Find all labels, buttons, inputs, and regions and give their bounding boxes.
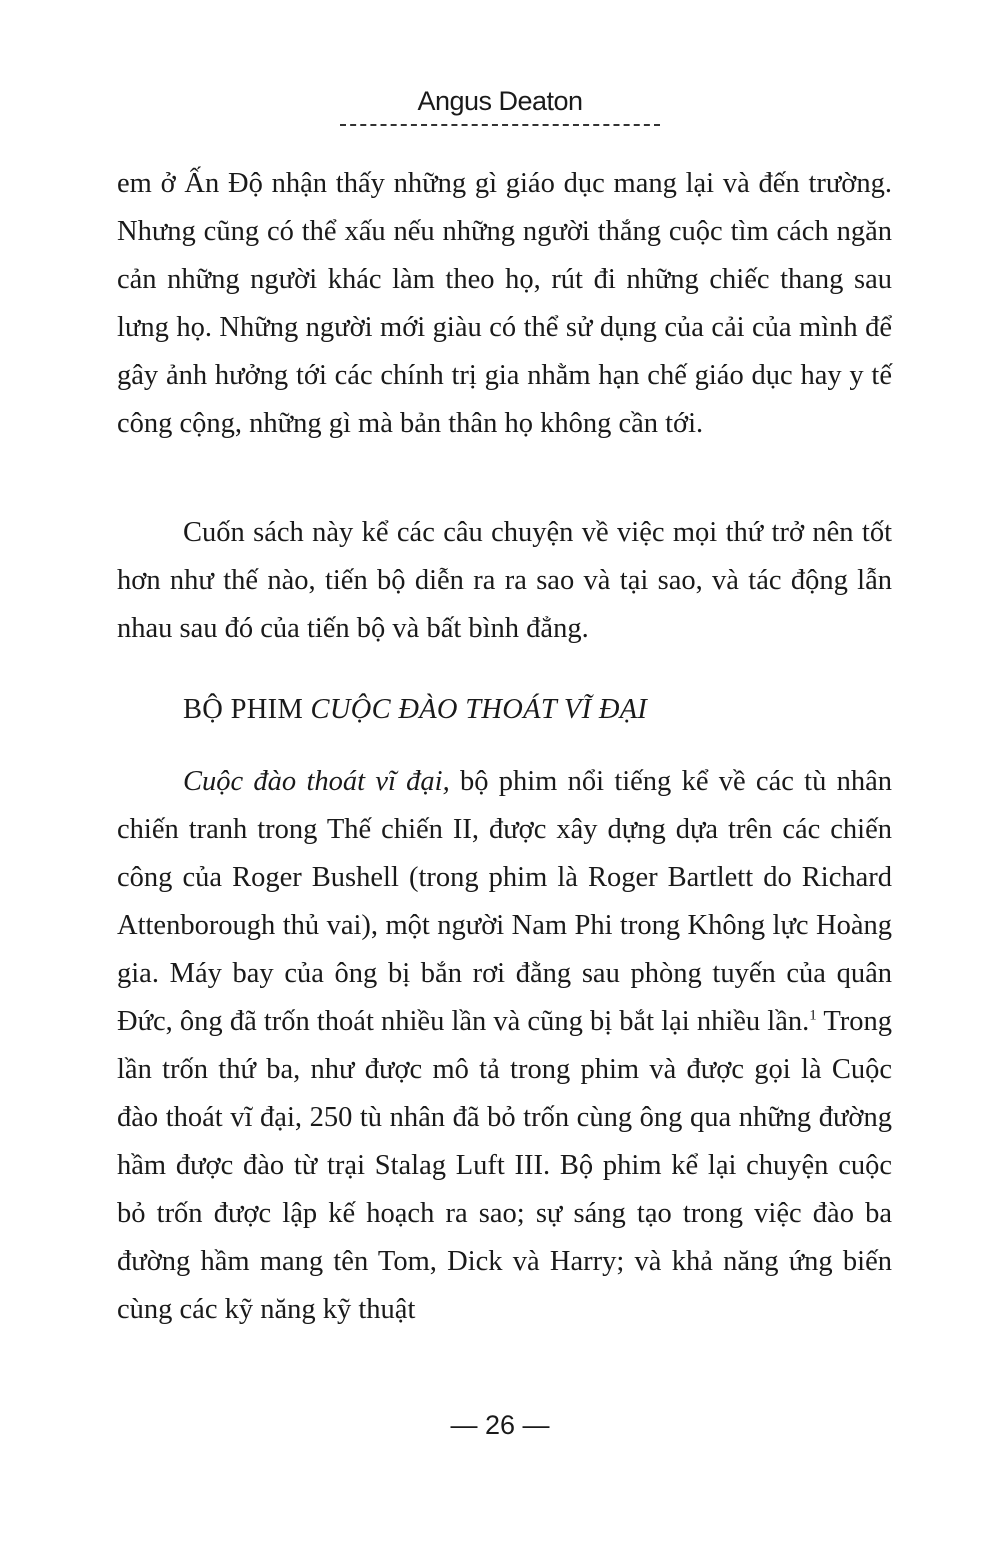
text-block-section-body (117, 758, 892, 1334)
header-dashed-rule (340, 124, 660, 126)
section-heading (183, 690, 647, 730)
section-heading-prefix: BỘ PHIM (183, 694, 304, 725)
paragraph-3-text-part-2: Trong lần trốn thứ ba, như được mô tả trong phim và được gọi là Cuộc đào thoát vĩ đại, 250 tù nhân đã bỏ trốn cùng ông qua những đường hầm được đào từ trại Stalag Luft III. Bộ phim kể lại chuyện cuộc bỏ trốn được lập kế hoạch ra sao; sự sáng tạo trong việc đào ba đường hầm mang tên Tom, Dick và Harry; và khả năng ứng biến cùng các kỹ năng kỹ thuật (117, 1006, 892, 1325)
film-title-inline: Cuộc đào thoát vĩ đại, (183, 766, 450, 797)
text-block-book-summary (117, 509, 892, 653)
text-block-continuation (117, 160, 892, 448)
paragraph-2: Cuốn sách này kể các câu chuyện về việc mọi thứ trở nên tốt hơn như thế nào, tiến bộ diễn ra ra sao và tại sao, và tác động lẫn nhau sau đó của tiến bộ và bất bình đẳng. (117, 517, 892, 644)
paragraph-3 (117, 758, 892, 1334)
running-head: Angus Deaton (417, 86, 583, 116)
paragraph-1: em ở Ấn Độ nhận thấy những gì giáo dục mang lại và đến trường. Nhưng cũng có thể xấu nếu những người thắng cuộc tìm cách ngăn cản những người khác làm theo họ, rút đi những chiếc thang sau lưng họ. Những người mới giàu có thể sử dụng của cải của mình để gây ảnh hưởng tới các chính trị gia nhằm hạn chế giáo dục hay y tế công cộng, những gì mà bản thân họ không cần tới. (117, 168, 892, 439)
footnote-marker[interactable]: 1 (809, 1007, 817, 1024)
page-number: — 26 — (450, 1410, 550, 1440)
section-heading-film-title: CUỘC ĐÀO THOÁT VĨ ĐẠI (310, 694, 648, 725)
paragraph-3-text-part-1: bộ phim nổi tiếng kể về các tù nhân chiến tranh trong Thế chiến II, được xây dựng dựa trên các chiến công của Roger Bushell (trong phim là Roger Bartlett do Richard Attenborough thủ vai), một người Nam Phi trong Không lực Hoàng gia. Máy bay của ông bị bắn rơi đằng sau phòng tuyến của quân Đức, ông đã trốn thoát nhiều lần và cũng bị bắt lại nhiều lần. (117, 766, 893, 1037)
